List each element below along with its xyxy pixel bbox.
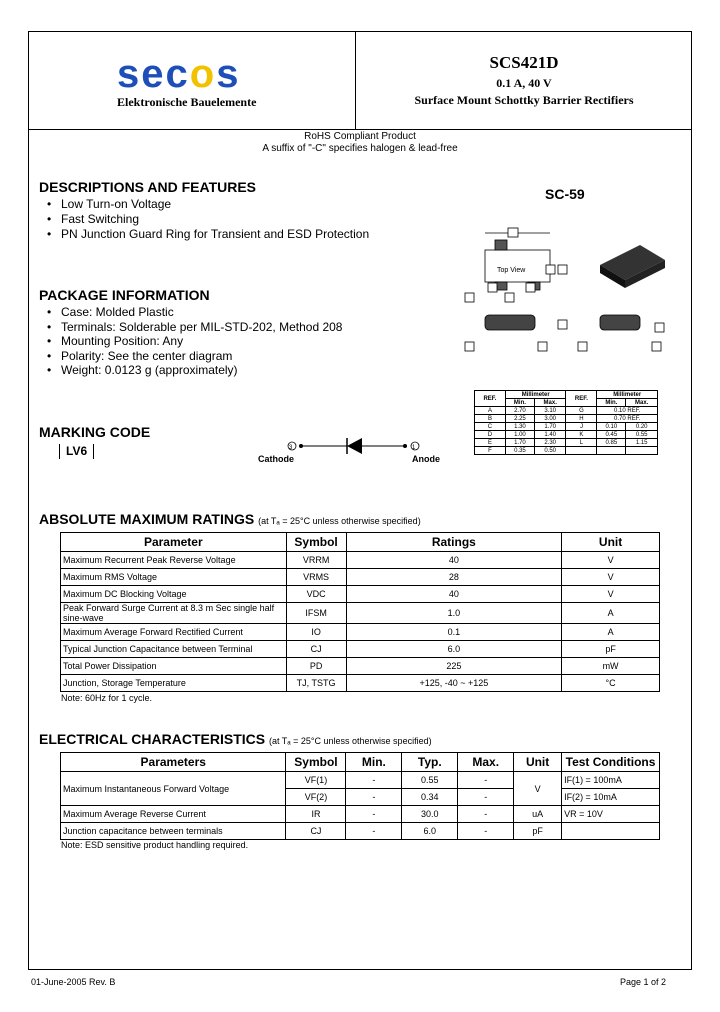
feature-item: • PN Junction Guard Ring for Transient and ESD Protection — [47, 227, 370, 241]
package-item: • Mounting Position: Any — [47, 334, 184, 348]
dimension-row: C 1.30 1.70 J 0.10 0.20 — [475, 423, 658, 431]
dimension-row: A 2.70 3.10 G 0.10 REF. — [475, 407, 658, 415]
dimension-row: D 1.00 1.40 K 0.45 0.55 — [475, 431, 658, 439]
electrical-header: Typ. — [402, 753, 458, 772]
max-ratings-title: ABSOLUTE MAXIMUM RATINGS (at Tₐ = 25°C unless otherwise specified) — [39, 511, 421, 527]
electrical-header: Max. — [458, 753, 514, 772]
max-ratings-row: Junction, Storage Temperature TJ, TSTG +125, -40 ~ +125 °C — [61, 675, 660, 692]
rohs-line: RoHS Compliant Product — [304, 131, 416, 142]
max-ratings-row: Maximum DC Blocking Voltage VDC 40 V — [61, 586, 660, 603]
marking-title: MARKING CODE — [39, 424, 151, 440]
package-drawing — [460, 225, 690, 355]
package-name: SC-59 — [545, 186, 585, 202]
electrical-row: Junction capacitance between terminals CJ - 6.0 - pF — [61, 823, 660, 840]
end-view-body — [600, 315, 640, 330]
package-3d-view — [600, 245, 665, 288]
max-ratings-header: Symbol — [286, 533, 346, 552]
max-ratings-note: Note: 60Hz for 1 cycle. — [61, 693, 153, 703]
brand-subtitle: Elektronische Bauelemente — [117, 95, 257, 109]
electrical-header: Parameters — [61, 753, 286, 772]
marking-code: LV6 — [59, 444, 94, 459]
electrical-row: Maximum Instantaneous Forward Voltage VF(1) - 0.55 - V IF(1) = 100mA — [61, 772, 660, 789]
electrical-row: Maximum Average Reverse Current IR - 30.0 - uA VR = 10V — [61, 806, 660, 823]
diode-symbol — [285, 436, 425, 456]
halogen-line: A suffix of "-C" specifies halogen & lead-free — [262, 143, 458, 154]
max-ratings-header: Parameter — [61, 533, 287, 552]
electrical-condition: (at Tₐ = 25°C unless otherwise specified) — [268, 736, 432, 746]
package-item: • Terminals: Solderable per MIL-STD-202, Method 208 — [47, 319, 343, 334]
max-ratings-row: Peak Forward Surge Current at 8.3 m Sec single half sine-wave IFSM 1.0 A — [61, 603, 660, 624]
electrical-row: VF(2) - 0.34 - IF(2) = 10mA — [61, 789, 660, 806]
max-ratings-row: Typical Junction Capacitance between Terminal CJ 6.0 pF — [61, 641, 660, 658]
feature-item: • Low Turn-on Voltage — [47, 197, 172, 211]
features-title: DESCRIPTIONS AND FEATURES — [39, 179, 257, 195]
electrical-header: Test Conditions — [562, 753, 660, 772]
max-ratings-header: Unit — [562, 533, 660, 552]
electrical-header: Unit — [514, 753, 562, 772]
dimension-row: E 1.70 2.30 L 0.85 1.15 — [475, 439, 658, 447]
top-view-drawing — [465, 228, 664, 351]
svg-text:1: 1 — [412, 445, 416, 451]
electrical-table — [60, 752, 660, 840]
feature-item: • Fast Switching — [47, 212, 140, 226]
electrical-header: Min. — [346, 753, 402, 772]
max-ratings-row: Total Power Dissipation PD 225 mW — [61, 658, 660, 675]
dimensions-table: REF. Millimeter REF. Millimeter Min. Max. Min. Max. A 2.70 3.10 G 0.10 REF. B 2.25 3.00 H 0.70 REF. C 1.30 1.70 J 0.10 0.20 D 1.00 1.40 K 0.45 0.55 E 1.70 2.30 L 0.85 1.15 F 0.35 0.50 — [474, 390, 658, 455]
product-description: Surface Mount Schottky Barrier Rectifiers — [414, 93, 634, 107]
footer-date-rev: 01-June-2005 Rev. B — [31, 977, 116, 987]
top-view-label: Top View — [497, 267, 526, 274]
brand-logo: secos — [117, 52, 241, 96]
dimension-row: F 0.35 0.50 — [475, 447, 658, 455]
footer-page: Page 1 of 2 — [620, 977, 667, 987]
electrical-title: ELECTRICAL CHARACTERISTICS (at Tₐ = 25°C unless otherwise specified) — [39, 731, 432, 747]
package-item: • Polarity: See the center diagram — [47, 348, 233, 363]
svg-text:3: 3 — [289, 445, 293, 451]
package-item: • Case: Molded Plastic — [47, 305, 174, 319]
max-ratings-row: Maximum Average Forward Rectified Current IO 0.1 A — [61, 624, 660, 641]
anode-label: Anode — [412, 454, 440, 464]
package-title: PACKAGE INFORMATION — [39, 287, 210, 303]
part-number: SCS421D — [489, 53, 559, 72]
lead-3 — [495, 240, 507, 250]
electrical-header: Symbol — [286, 753, 346, 772]
body-outline — [485, 250, 550, 282]
rating-summary: 0.1 A, 40 V — [496, 76, 552, 90]
dimension-row: B 2.25 3.00 H 0.70 REF. — [475, 415, 658, 423]
electrical-note: Note: ESD sensitive product handling required. — [61, 840, 249, 850]
max-ratings-row: Maximum RMS Voltage VRMS 28 V — [61, 569, 660, 586]
package-item: • Weight: 0.0123 g (approximately) — [47, 363, 238, 377]
side-view-body — [485, 315, 535, 330]
max-ratings-row: Maximum Recurrent Peak Reverse Voltage VRRM 40 V — [61, 552, 660, 569]
cathode-label: Cathode — [258, 454, 294, 464]
max-ratings-condition: (at Tₐ = 25°C unless otherwise specified) — [258, 516, 421, 526]
max-ratings-header: Ratings — [346, 533, 562, 552]
max-ratings-table — [60, 532, 660, 692]
